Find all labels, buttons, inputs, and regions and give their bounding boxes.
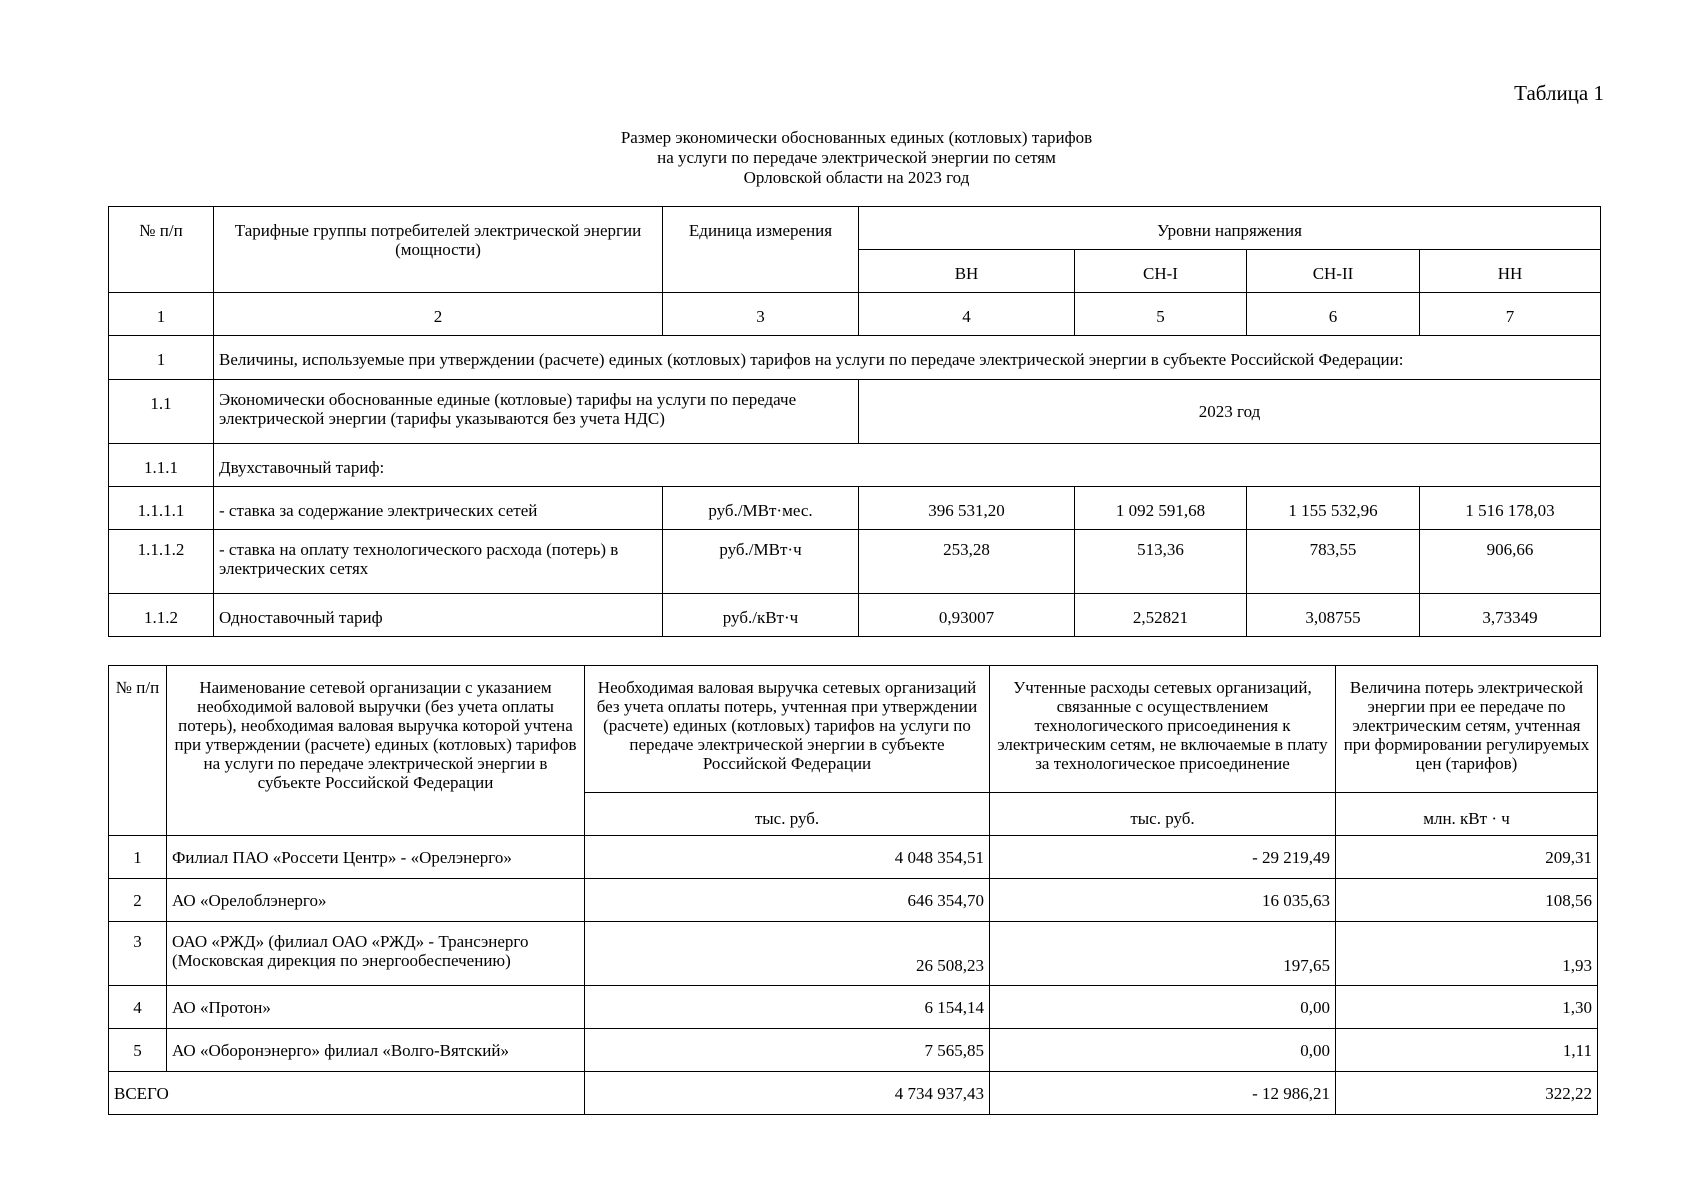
column-number: 5 <box>1075 293 1247 336</box>
table-header-row <box>109 666 1598 793</box>
column-numbers-row <box>109 293 1601 336</box>
subsection-row <box>109 380 1601 444</box>
row-text: Одноставочный тариф <box>214 594 663 637</box>
unit-expenses: тыс. руб. <box>990 793 1336 836</box>
expenses-value: 197,65 <box>990 922 1336 986</box>
expenses-value: - 29 219,49 <box>990 836 1336 879</box>
table-row <box>109 594 1601 637</box>
revenue-value: 26 508,23 <box>585 922 990 986</box>
total-label: ВСЕГО <box>109 1072 585 1115</box>
row-num: 1 <box>109 836 167 879</box>
header-revenue: Необходимая валовая выручка сетевых организаций без учета оплаты потерь, учтенная при утверждении (расчете) единых (котловых) тарифов на услуги по передаче электрической энергии в субъекте Российской Федерации <box>585 666 990 793</box>
column-number: 4 <box>859 293 1075 336</box>
header-voltage-levels: Уровни напряжения <box>859 207 1601 250</box>
network-organizations-table <box>108 665 1598 1115</box>
header-num: № п/п <box>109 666 167 836</box>
two-rate-row <box>109 444 1601 487</box>
value-sn1: 1 092 591,68 <box>1075 487 1247 530</box>
row-num: 1.1.1.1 <box>109 487 214 530</box>
column-number: 2 <box>214 293 663 336</box>
row-num: 1.1 <box>109 380 214 444</box>
value-nn: 3,73349 <box>1420 594 1601 637</box>
total-expenses: - 12 986,21 <box>990 1072 1336 1115</box>
header-num: № п/п <box>109 207 214 293</box>
expenses-value: 0,00 <box>990 1029 1336 1072</box>
losses-value: 1,11 <box>1336 1029 1598 1072</box>
table-row <box>109 530 1601 594</box>
caption-line-2: на услуги по передаче электрической энергии по сетям <box>657 148 1056 167</box>
revenue-value: 646 354,70 <box>585 879 990 922</box>
document-caption <box>0 128 1697 188</box>
table-row <box>109 836 1598 879</box>
table-row <box>109 1029 1598 1072</box>
org-name: АО «Оборонэнерго» филиал «Волго-Вятский» <box>167 1029 585 1072</box>
header-losses: Величина потерь электрической энергии при ее передаче по электрическим сетям, учтенная при формировании регулируемых цен (тарифов) <box>1336 666 1598 793</box>
losses-value: 1,93 <box>1336 922 1598 986</box>
value-nn: 906,66 <box>1420 530 1601 594</box>
row-num: 1.1.2 <box>109 594 214 637</box>
column-number: 3 <box>663 293 859 336</box>
table-row <box>109 487 1601 530</box>
value-vn: 0,93007 <box>859 594 1075 637</box>
caption-line-1: Размер экономически обоснованных единых (котловых) тарифов <box>620 128 1093 147</box>
tariff-table <box>108 206 1601 637</box>
org-name: АО «Протон» <box>167 986 585 1029</box>
org-name: АО «Орелоблэнерго» <box>167 879 585 922</box>
value-sn1: 2,52821 <box>1075 594 1247 637</box>
row-num: 1.1.1 <box>109 444 214 487</box>
losses-value: 209,31 <box>1336 836 1598 879</box>
value-sn2: 783,55 <box>1247 530 1420 594</box>
section-row <box>109 336 1601 380</box>
year-cell: 2023 год <box>859 380 1601 444</box>
row-unit: руб./МВт·мес. <box>663 487 859 530</box>
column-number: 7 <box>1420 293 1601 336</box>
level-sn2: СН-II <box>1247 250 1420 293</box>
value-sn1: 513,36 <box>1075 530 1247 594</box>
value-vn: 396 531,20 <box>859 487 1075 530</box>
row-num: 1 <box>109 336 214 380</box>
header-expenses: Учтенные расходы сетевых организаций, связанные с осуществлением технологического присоединения к электрическим сетям, не включаемые в плату за технологическое присоединение <box>990 666 1336 793</box>
header-unit: Единица измерения <box>663 207 859 293</box>
level-vn: ВН <box>859 250 1075 293</box>
caption-line-3: Орловской области на 2023 год <box>743 168 970 187</box>
value-nn: 1 516 178,03 <box>1420 487 1601 530</box>
org-name: ОАО «РЖД» (филиал ОАО «РЖД» - Трансэнерго (Московская дирекция по энергообеспечению) <box>167 922 585 986</box>
revenue-value: 7 565,85 <box>585 1029 990 1072</box>
total-losses: 322,22 <box>1336 1072 1598 1115</box>
row-unit: руб./кВт·ч <box>663 594 859 637</box>
column-number: 1 <box>109 293 214 336</box>
table-row <box>109 879 1598 922</box>
value-sn2: 1 155 532,96 <box>1247 487 1420 530</box>
level-nn: НН <box>1420 250 1601 293</box>
row-num: 3 <box>109 922 167 986</box>
losses-value: 108,56 <box>1336 879 1598 922</box>
row-unit: руб./МВт·ч <box>663 530 859 594</box>
unit-losses: млн. кВт · ч <box>1336 793 1598 836</box>
row-num: 4 <box>109 986 167 1029</box>
header-org-name: Наименование сетевой организации с указанием необходимой валовой выручки (без учета оплаты потерь), необходимая валовая выручка которой учтена при утверждении (расчете) единых (котловых) тарифов на услуги по передаче электрической энергии в субъекте Российской Федерации <box>167 666 585 836</box>
table-label: Таблица 1 <box>1514 81 1604 105</box>
expenses-value: 16 035,63 <box>990 879 1336 922</box>
table-row <box>109 922 1598 986</box>
revenue-value: 4 048 354,51 <box>585 836 990 879</box>
header-consumer-groups: Тарифные группы потребителей электрической энергии (мощности) <box>214 207 663 293</box>
value-vn: 253,28 <box>859 530 1075 594</box>
row-num: 2 <box>109 879 167 922</box>
revenue-value: 6 154,14 <box>585 986 990 1029</box>
table-row <box>109 986 1598 1029</box>
row-text: - ставка за содержание электрических сетей <box>214 487 663 530</box>
org-name: Филиал ПАО «Россети Центр» - «Орелэнерго» <box>167 836 585 879</box>
table-header-row <box>109 207 1601 250</box>
row-num: 1.1.1.2 <box>109 530 214 594</box>
two-rate-text: Двухставочный тариф: <box>214 444 1601 487</box>
row-text: - ставка на оплату технологического расхода (потерь) в электрических сетях <box>214 530 663 594</box>
unit-revenue: тыс. руб. <box>585 793 990 836</box>
row-num: 5 <box>109 1029 167 1072</box>
total-row <box>109 1072 1598 1115</box>
total-revenue: 4 734 937,43 <box>585 1072 990 1115</box>
column-number: 6 <box>1247 293 1420 336</box>
expenses-value: 0,00 <box>990 986 1336 1029</box>
section-text: Величины, используемые при утверждении (расчете) единых (котловых) тарифов на услуги по передаче электрической энергии в субъекте Российской Федерации: <box>214 336 1601 380</box>
subsection-text: Экономически обоснованные единые (котловые) тарифы на услуги по передаче электрической энергии (тарифы указываются без учета НДС) <box>214 380 859 444</box>
value-sn2: 3,08755 <box>1247 594 1420 637</box>
level-sn1: СН-I <box>1075 250 1247 293</box>
losses-value: 1,30 <box>1336 986 1598 1029</box>
